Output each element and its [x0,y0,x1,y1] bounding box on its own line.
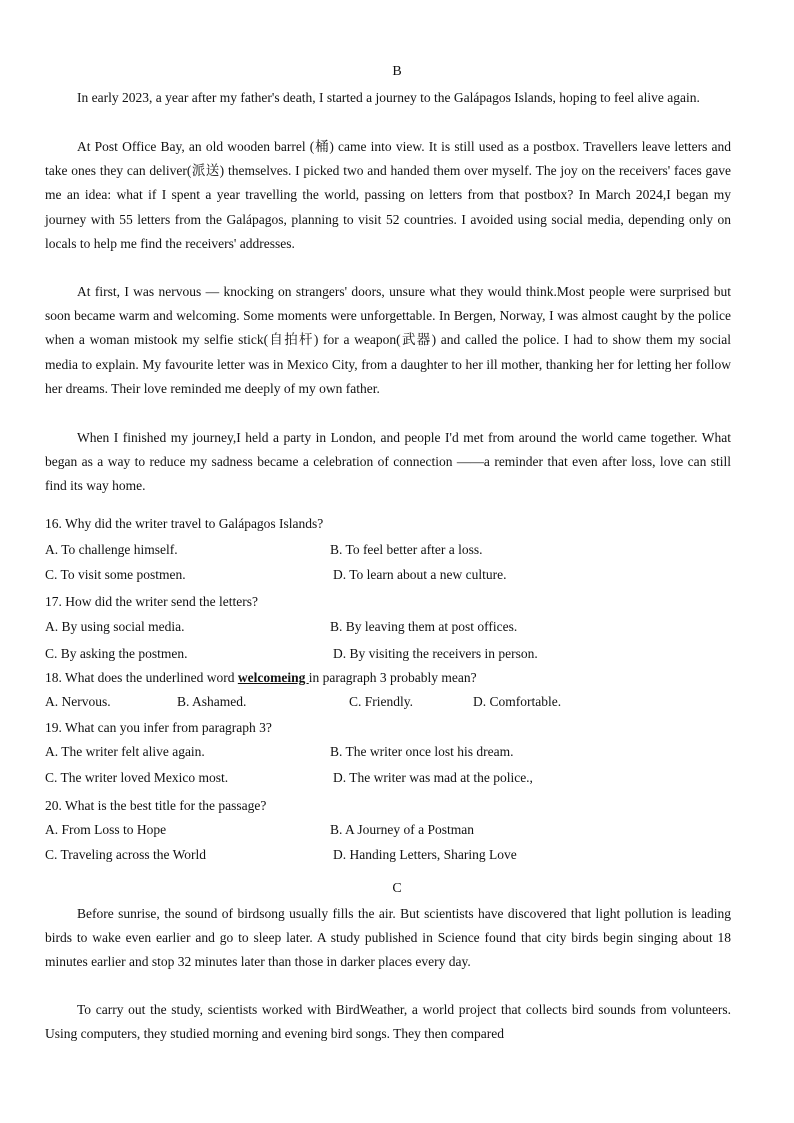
question-18-option-d[interactable]: D. Comfortable. [473,694,562,709]
question-20-stem: 20. What is the best title for the passage? [45,798,267,813]
question-18-option-a[interactable]: A. Nervous. [45,694,111,709]
passage-b-paragraph-4: When I finished my journey,I held a party in London, and people I'd met from around the world came together. What began as a way to reduce my sadness became a celebration of connection ——a reminder that even after loss, love can still find its way home. [45,430,731,494]
question-19-option-d[interactable]: D. The writer was mad at the police., [333,770,533,785]
question-20-option-d[interactable]: D. Handing Letters, Sharing Love [333,847,517,862]
question-20-option-a[interactable]: A. From Loss to Hope [45,822,167,837]
question-20-option-c[interactable]: C. Traveling across the World [45,847,207,862]
question-19-stem: 19. What can you infer from paragraph 3? [45,720,272,735]
passage-b-paragraph-3: At first, I was nervous — knocking on strangers' doors, unsure what they would think.Most people were surprised but soon became warm and welcoming. Some moments were unforgettable. In Bergen, Norway, I was almost caught by the police when a woman mistook my selfie stick(自拍杆) for a weapon(武器) and called the police. I had to show them my social media to explain. My favourite letter was in Mexico City, from a daughter to her ill mother, thanking her for letting her follow her dreams. Their love reminded me deeply of my own father. [45,284,731,396]
question-16-stem: 16. Why did the writer travel to Galápagos Islands? [45,516,324,531]
question-16-option-b[interactable]: B. To feel better after a loss. [330,542,483,557]
question-19-option-c[interactable]: C. The writer loved Mexico most. [45,770,229,785]
question-20-option-b[interactable]: B. A Journey of a Postman [330,822,474,837]
question-16-option-a[interactable]: A. To challenge himself. [45,542,178,557]
passage-b-paragraph-1: In early 2023, a year after my father's death, I started a journey to the Galápagos Islands, hoping to feel alive again. [77,90,700,105]
passage-c-paragraph-2: To carry out the study, scientists worked with BirdWeather, a world project that collects bird sounds from volunteers. Using computers, they studied morning and evening bird songs. They then compared [45,1002,731,1042]
section-c-label: C [392,881,402,896]
underlined-word: welcomeing [237,670,309,685]
question-17-stem: 17. How did the writer send the letters? [45,594,258,609]
question-16-option-d[interactable]: D. To learn about a new culture. [333,567,507,582]
question-17-option-b[interactable]: B. By leaving them at post offices. [330,619,518,634]
section-b-label: B [392,64,402,79]
question-18-option-c[interactable]: C. Friendly. [349,694,413,709]
question-16-option-c[interactable]: C. To visit some postmen. [45,567,186,582]
question-19-option-a[interactable]: A. The writer felt alive again. [45,744,205,759]
question-18-option-b[interactable]: B. Ashamed. [177,694,247,709]
question-18-stem: 18. What does the underlined word welcomeing in paragraph 3 probably mean? [45,670,477,685]
question-17-option-c[interactable]: C. By asking the postmen. [45,646,188,661]
passage-c-paragraph-1: Before sunrise, the sound of birdsong usually fills the air. But scientists have discovered that light pollution is leading birds to wake even earlier and go to sleep later. A study published in Science found that city birds begin singing about 18 minutes earlier and stop 32 minutes later than those in darker places every day. [45,906,731,970]
question-17-option-a[interactable]: A. By using social media. [45,619,185,634]
question-19-option-b[interactable]: B. The writer once lost his dream. [330,744,514,759]
passage-b-paragraph-2: At Post Office Bay, an old wooden barrel (桶) came into view. It is still used as a postbox. Travellers leave letters and take ones they can deliver(派送) themselves. I picked two and handed them over myself. The joy on the receivers' faces gave me an idea: what if I spent a year travelling the world, passing on letters from that postbox? In March 2024,I began my journey with 55 letters from the Galápagos, planning to visit 52 countries. I avoided using social media, depending only on locals to help me find the receivers' addresses. [45,139,731,251]
question-17-option-d[interactable]: D. By visiting the receivers in person. [333,646,538,661]
